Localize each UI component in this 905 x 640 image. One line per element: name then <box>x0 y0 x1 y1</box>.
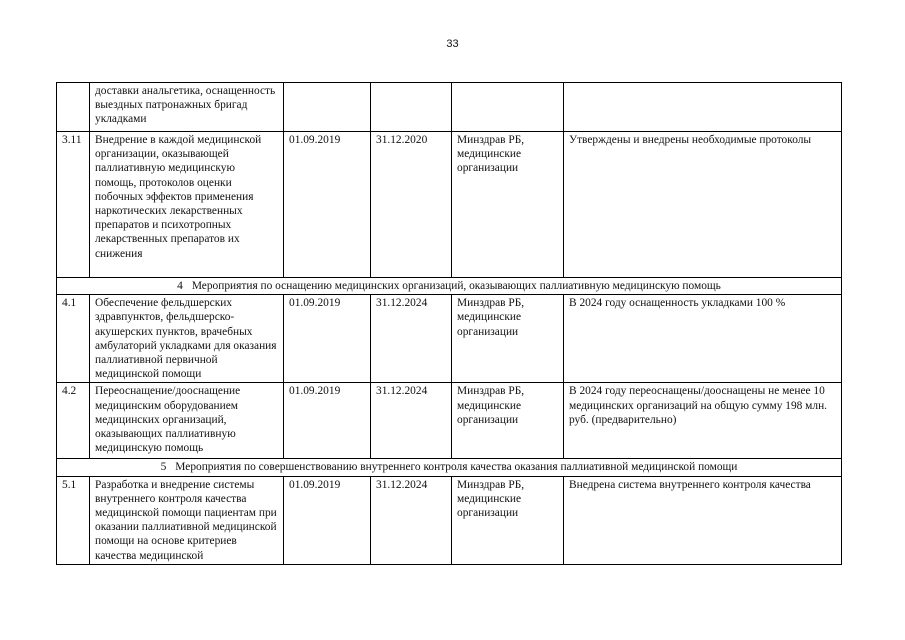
activity-plan-table <box>56 82 842 565</box>
responsible: Минздрав РБ, медицинские организации <box>452 476 564 564</box>
expected-result: В 2024 году оснащенность укладками 100 % <box>564 295 842 383</box>
section-number: 5 <box>160 461 167 474</box>
table-row <box>57 383 842 459</box>
start-date: 01.09.2019 <box>284 132 371 278</box>
expected-result: В 2024 году переоснащены/дооснащены не менее 10 медицинских организаций на общую сумму 198 млн. руб. (предварительно) <box>564 383 842 459</box>
table-row <box>57 476 842 564</box>
section-title: Мероприятия по совершенствованию внутреннего контроля качества оказания паллиативной медицинской помощи <box>175 461 738 474</box>
section-title: Мероприятия по оснащению медицинских организаций, оказывающих паллиативную медицинскую помощь <box>191 280 721 292</box>
responsible: Минздрав РБ, медицинские организации <box>452 383 564 459</box>
row-number <box>57 83 90 132</box>
activity-name: Обеспечение фельдшерских здравпунктов, фельдшерско-акушерских пунктов, врачебных амбулаторий укладками для оказания паллиативной первичной медицинской помощи <box>90 295 284 383</box>
row-number: 5.1 <box>57 476 90 564</box>
section-row <box>57 278 842 295</box>
expected-result: Внедрена система внутреннего контроля качества <box>564 476 842 564</box>
responsible <box>452 83 564 132</box>
end-date: 31.12.2024 <box>371 383 452 459</box>
section-row <box>57 459 842 476</box>
start-date: 01.09.2019 <box>284 295 371 383</box>
activity-name: Разработка и внедрение системы внутреннего контроля качества медицинской помощи пациентам при оказании паллиативной медицинской помощи на основе критериев качества медицинской <box>90 476 284 564</box>
responsible: Минздрав РБ, медицинские организации <box>452 295 564 383</box>
table-row <box>57 295 842 383</box>
row-number: 3.11 <box>57 132 90 278</box>
end-date: 31.12.2020 <box>371 132 452 278</box>
end-date: 31.12.2024 <box>371 295 452 383</box>
end-date <box>371 83 452 132</box>
start-date <box>284 83 371 132</box>
section-header <box>57 278 842 295</box>
activity-name: Внедрение в каждой медицинской организации, оказывающей паллиативную медицинскую помощь, протоколов оценки побочных эффектов применения наркотических лекарственных препаратов и психотропных лекарственных препаратов их снижения <box>90 132 284 278</box>
section-header <box>57 459 842 476</box>
start-date: 01.09.2019 <box>284 476 371 564</box>
expected-result: Утверждены и внедрены необходимые протоколы <box>564 132 842 278</box>
row-number: 4.1 <box>57 295 90 383</box>
row-number: 4.2 <box>57 383 90 459</box>
page-number: 33 <box>446 38 459 50</box>
expected-result <box>564 83 842 132</box>
start-date: 01.09.2019 <box>284 383 371 459</box>
section-number: 4 <box>177 280 183 292</box>
activity-name: доставки анальгетика, оснащенность выездных патронажных бригад укладками <box>90 83 284 132</box>
activity-name: Переоснащение/дооснащение медицинским оборудованием медицинских организаций, оказывающих паллиативную медицинскую помощь <box>90 383 284 459</box>
responsible: Минздрав РБ, медицинские организации <box>452 132 564 278</box>
table-row <box>57 132 842 278</box>
end-date: 31.12.2024 <box>371 476 452 564</box>
table-row <box>57 83 842 132</box>
